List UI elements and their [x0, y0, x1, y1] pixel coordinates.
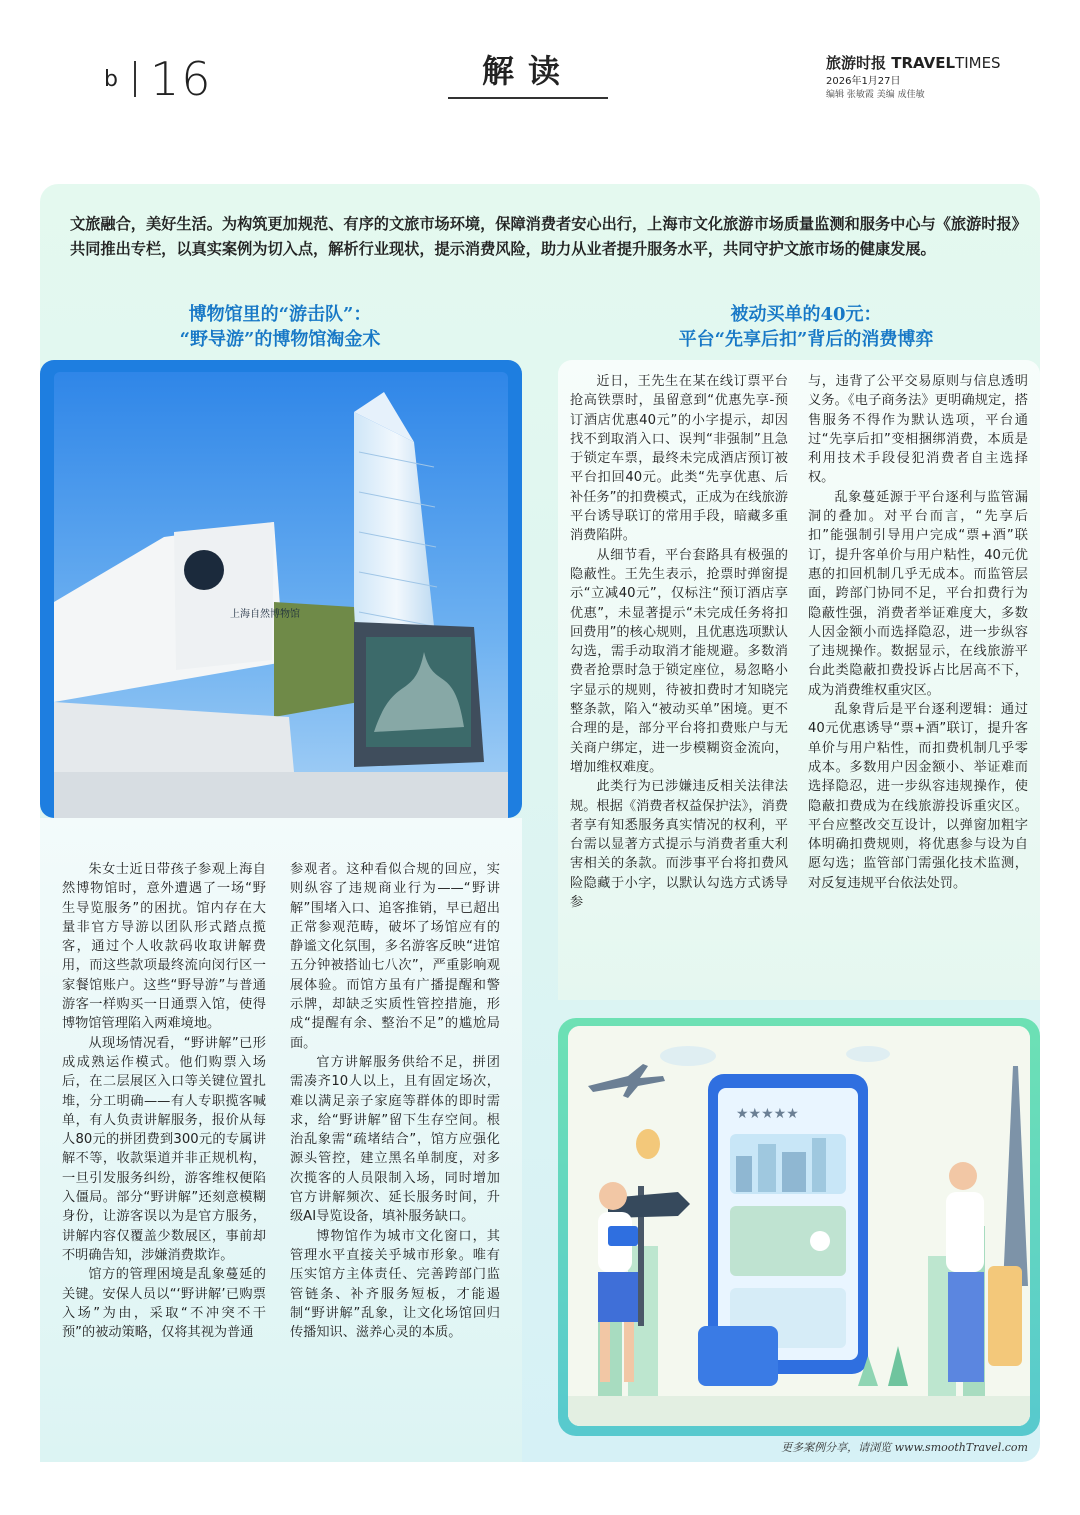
museum-sign: 上海自然博物馆 [230, 609, 300, 620]
right-c2-p3: 乱象背后是平台逐利逻辑：通过40元优惠诱导“票+酒”联订，提升客单价与用户粘性，而扣费机制几乎零成本。多数用户因金额小、举证难而选择隐忍，进一步纵容违规操作，使隐蔽扣费成为在线旅游投诉重灾区。平台应整改交互设计，以弹窗加粗字体明确扣费规则，将优惠参与设为自愿勾选；监管部门需强化技术监测，对反复违规平台依法处罚。 [808, 702, 1028, 891]
left-title-line2: “野导游”的博物馆淘金术 [179, 329, 381, 350]
left-c1-p1: 朱女士近日带孩子参观上海自然博物馆时，意外遭遇了一场“野生导览服务”的困扰。馆内存在大量非官方导游以团队形式踏点揽客，通过个人收款码收取讲解费用，而这些款项最终流向闵行区一家餐馆账户。这些“野导游”与普通游客一样购买一日通票入馆，使得博物馆管理陷入两难境地。 [62, 862, 266, 1032]
suitcase-icon [988, 1266, 1022, 1366]
issue-date: 2026年1月27日 [826, 76, 901, 87]
header-divider [134, 61, 136, 97]
right-c1-p3: 此类行为已涉嫌违反相关法律法规。根据《消费者权益保护法》，消费者享有知悉服务真实情况的权利，平台需以显著方式提示与消费者重大利害相关的条款。而涉事平台将扣费风险隐藏于小字，以默认勾选方式诱导参 [570, 779, 788, 911]
section-letter: b [104, 66, 120, 92]
left-c2-p2: 官方讲解服务供给不足，拼团需凑齐10人以上，且有固定场次，难以满足亲子家庭等群体的即时需求，给“野讲解”留下生存空间。根治乱象需“疏堵结合”，馆方应强化源头管控，建立黑名单制度，对多次揽客的人员限制入场，同时增加官方讲解频次、延长服务时间，升级AI导览设备，填补服务缺口。 [290, 1054, 500, 1225]
left-title-line1: 博物馆里的“游击队”： [188, 304, 372, 325]
right-c1-p1: 近日，王先生在某在线订票平台抢高铁票时，虽留意到“优惠先享-预订酒店优惠40元”的小字提示，却因找不到取消入口、误判“非强制”且急于锁定车票，最终未完成酒店预订被平台扣回40元。此类“先享优惠、后补任务”的扣费模式，正成为在线旅游平台诱导联订的常用手段，暗藏多重消费陷阱。 [570, 374, 788, 544]
right-title-line2: 平台“先享后扣”背后的消费博弈 [678, 329, 934, 350]
right-c1-p2: 从细节看，平台套路具有极强的隐蔽性。王先生表示，抢票时弹窗提示“立减40元”，仅标注“预订酒店享优惠”，未显著提示“未完成任务将扣回费用”的核心规则，且优惠选项默认勾选，需手动取消才能规避。多数消费者抢票时急于锁定座位，易忽略小字显示的规则，待被扣费时才知晓完整条款，陷入“被动买单”困境。更不合理的是，部分平台将扣费账户与无关商户绑定，进一步模糊资金流向，增加维权难度。 [570, 547, 788, 775]
map-pin-icon [810, 1231, 830, 1251]
left-c1-p3: 馆方的管理困境是乱象蔓延的关键。安保人员以“‘野讲解’已购票入场”为由，采取“不冲突不干预”的被动策略，仅将其视为普通 [62, 1267, 266, 1341]
section-title-rule [448, 97, 608, 99]
right-article-title [596, 302, 1016, 352]
editors-credit: 编辑 张敏霞 美编 成佳敏 [826, 90, 925, 100]
page-number-block [104, 52, 213, 106]
museum-photo [54, 372, 508, 818]
left-article-column-2 [290, 860, 500, 1342]
right-article-column-1 [570, 372, 788, 912]
left-article-title [100, 302, 460, 352]
column-intro: 文旅融合，美好生活。为构筑更加规范、有序的文旅市场环境，保障消费者安心出行，上海市文化旅游市场质量监测和服务中心与《旅游时报》共同推出专栏，以真实案例为切入点，解析行业现状，提示消费风险，助力从业者提升服务水平，共同守护文旅市场的健康发展。 [70, 215, 1020, 258]
left-c1-p2: 从现场情况看，“野讲解”已形成成熟运作模式。他们购票入场后，在二层展区入口等关键位置扎堆，分工明确——有人专职揽客喊单，有人负责讲解服务，报价从每人80元的拼团费到300元的专属讲解不等，收款渠道并非正规机构，一旦引发服务纠纷，游客维权便陷入僵局。部分“野讲解”还刻意模糊身份，让游客误以为是官方服务，讲解内容仅覆盖少数展区，事前却不明确告知，涉嫌消费欺诈。 [62, 1035, 266, 1263]
newspaper-name-en-bold: TRAVEL [891, 54, 956, 72]
camera-icon [608, 1226, 638, 1246]
left-article-column-1 [62, 860, 266, 1342]
section-title: 解读 [481, 52, 574, 90]
left-c2-p3: 博物馆作为城市文化窗口，其管理水平直接关乎城市形象。唯有压实馆方主体责任、完善跨部门监管链条、补齐服务短板，才能遏制“野讲解”乱象，让文化场馆回归传播知识、滋养心灵的本质。 [290, 1228, 500, 1341]
right-c2-p2: 乱象蔓延源于平台逐利与监管漏洞的叠加。对平台而言，“先享后扣”能强制引导用户完成“票+酒”联订，提升客单价与用户粘性，40元优惠的扣回机制几乎无成本。而监管层面，跨部门协同不足，平台扣费行为隐蔽性强，消费者举证难度大，多数人因金额小而选择隐忍，进一步纵容了违规操作。数据显示，在线旅游平台此类隐蔽扣费投诉占比居高不下，成为消费维权重灾区。 [808, 489, 1028, 698]
balloon-icon [636, 1129, 660, 1159]
footer-website-note[interactable]: 更多案例分享，请浏览 www.smoothTravel.com [781, 1441, 1028, 1454]
luggage-icon [698, 1326, 778, 1386]
left-c2-p1: 参观者。这种看似合规的回应，实则纵容了违规商业行为——“野讲解”围堵入口、追客推销，早已超出正常参观范畴，破坏了场馆应有的静谧文化氛围，多名游客反映“进馆五分钟被搭讪七八次”，严重影响观展体验。而馆方虽有广播提醒和警示牌，却缺乏实质性管控措施，形成“提醒有余、整治不足”的尴尬局面。 [290, 862, 500, 1051]
traveler-right [949, 1162, 977, 1190]
travel-illustration [568, 1026, 1030, 1426]
traveler-left [599, 1182, 627, 1210]
page-number: 16 [149, 52, 213, 106]
right-c2-p1: 与，违背了公平交易原则与信息透明义务。《电子商务法》更明确规定，搭售服务不得作为默认选项，平台通过“先享后扣”变相捆绑消费，本质是利用技术手段侵犯消费者自主选择权。 [808, 374, 1028, 486]
right-title-line1: 被动买单的40元： [730, 304, 882, 325]
newspaper-name-cn: 旅游时报 [826, 54, 887, 72]
right-article-column-2 [808, 372, 1028, 893]
rating-stars: ★★★★★ [736, 1106, 799, 1122]
newspaper-name-en-light: TIMES [955, 54, 1001, 72]
newspaper-name [826, 52, 1001, 73]
